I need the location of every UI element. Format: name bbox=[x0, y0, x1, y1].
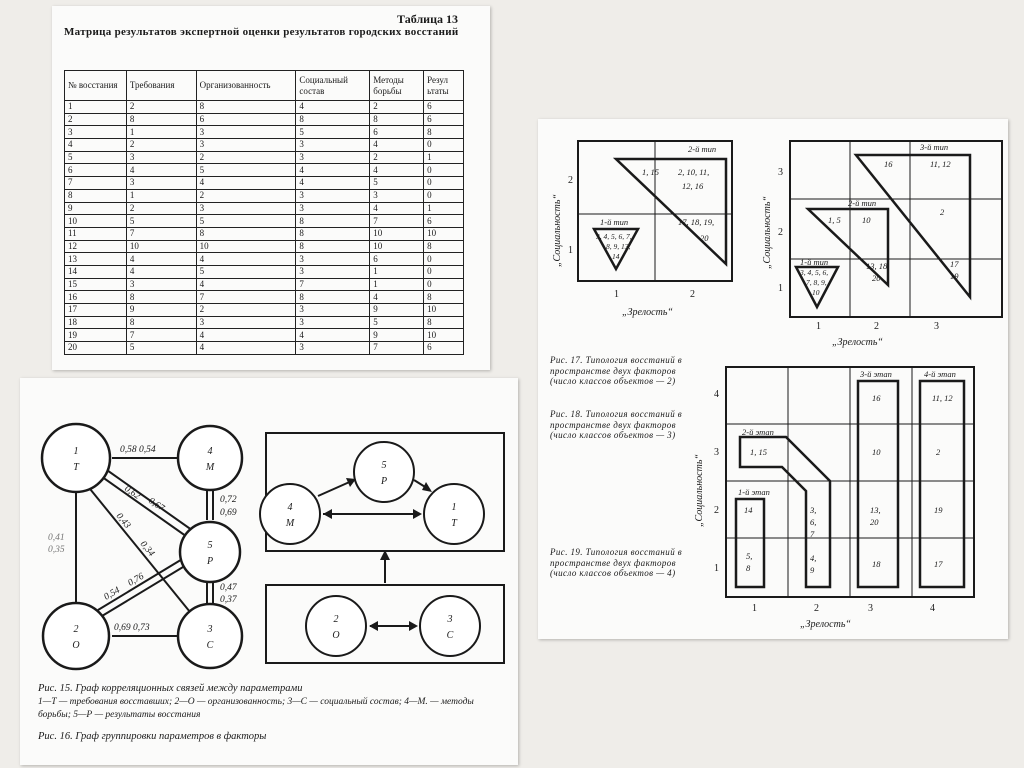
fig18-item: 2 bbox=[940, 207, 945, 217]
table-cell: 8 bbox=[370, 113, 424, 126]
table-cell: 1 bbox=[126, 189, 196, 202]
table-cell: 16 bbox=[65, 291, 127, 304]
factor-node-4 bbox=[260, 484, 320, 544]
table-cell: 20 bbox=[65, 342, 127, 355]
table-row bbox=[65, 139, 464, 152]
fig19-item: 9 bbox=[810, 565, 815, 575]
node-letter: С bbox=[206, 640, 214, 651]
factor-node-2 bbox=[306, 596, 366, 656]
node-letter: О bbox=[332, 630, 340, 641]
table-cell: 3 bbox=[126, 151, 196, 164]
table-cell: 3 bbox=[296, 139, 370, 152]
table-row bbox=[65, 304, 464, 317]
figure-19-caption: Рис. 19. Типология восстаний в пространстве двух факторов (число классов объектов — 4) bbox=[550, 547, 683, 578]
table-row bbox=[65, 189, 464, 202]
node-letter: М bbox=[285, 518, 295, 529]
node-letter: С bbox=[446, 630, 454, 641]
fig17-y-tick: 1 bbox=[568, 245, 573, 256]
table-cell: 1 bbox=[370, 265, 424, 278]
node-1-circle bbox=[42, 424, 110, 492]
table-cell: 8 bbox=[296, 113, 370, 126]
fig17-item: 17, 18, 19, bbox=[678, 217, 715, 227]
fig19-item: 14 bbox=[744, 505, 753, 515]
table-cell: 2 bbox=[126, 101, 196, 114]
table-cell: 9 bbox=[370, 304, 424, 317]
table-cell: 10 bbox=[370, 240, 424, 253]
table-cell: 8 bbox=[424, 126, 464, 139]
table-cell: 7 bbox=[126, 329, 196, 342]
fig18-item: 17 bbox=[950, 259, 959, 269]
table-cell: 5 bbox=[65, 151, 127, 164]
table-cell: 6 bbox=[424, 342, 464, 355]
node-letter: Р bbox=[380, 476, 388, 487]
factor-node-1 bbox=[424, 484, 484, 544]
fig19-item: 20 bbox=[870, 517, 879, 527]
fig17-item: 1, 15 bbox=[642, 167, 659, 177]
fig18-item: 11, 12 bbox=[930, 159, 951, 169]
table-cell: 4 bbox=[370, 139, 424, 152]
table-cell: 8 bbox=[196, 227, 296, 240]
node-number: 5 bbox=[207, 540, 213, 551]
node-letter: О bbox=[72, 640, 80, 651]
figure-18-caption: Рис. 18. Типология восстаний в пространстве двух факторов (число классов объектов — 3) bbox=[550, 409, 683, 440]
node-number: 4 bbox=[287, 502, 293, 513]
fig19-item: 1, 15 bbox=[750, 447, 767, 457]
table-row bbox=[65, 316, 464, 329]
edge-weight: 0,43 bbox=[113, 511, 133, 531]
fig18-item: 13, 18, bbox=[866, 261, 890, 271]
fig19-labels bbox=[694, 369, 956, 630]
fig19-x-tick: 4 bbox=[930, 603, 935, 614]
table-cell: 19 bbox=[65, 329, 127, 342]
table-cell: 4 bbox=[126, 164, 196, 177]
arrowhead-icon bbox=[409, 621, 418, 631]
fig18-type3-label: 3-й тип bbox=[920, 142, 949, 152]
fig18-type2-label: 2-й тип bbox=[848, 198, 877, 208]
table-row bbox=[65, 253, 464, 266]
table-cell: 13 bbox=[65, 253, 127, 266]
fig19-item: 13, bbox=[870, 505, 881, 515]
table-cell: 4 bbox=[370, 291, 424, 304]
table-cell: 10 bbox=[370, 227, 424, 240]
table-cell: 3 bbox=[296, 151, 370, 164]
edge-weight: 0,35 bbox=[48, 545, 65, 555]
table-row bbox=[65, 227, 464, 240]
node-number: 1 bbox=[73, 446, 79, 457]
table-cell: 4 bbox=[296, 177, 370, 190]
table-cell: 8 bbox=[424, 316, 464, 329]
table-cell: 3 bbox=[370, 189, 424, 202]
fig17-type1-label: 1-й тип bbox=[600, 217, 629, 227]
table-cell: 8 bbox=[296, 291, 370, 304]
col-header: Организованность bbox=[196, 71, 296, 101]
fig19-item: 2 bbox=[936, 447, 941, 457]
table-cell: 11 bbox=[65, 227, 127, 240]
table-cell: 0 bbox=[424, 253, 464, 266]
edge-weight: 0,69 0,73 bbox=[114, 623, 150, 633]
table-row bbox=[65, 202, 464, 215]
fig19-y-axis-label: „Социальность“ bbox=[694, 454, 705, 527]
table-cell: 8 bbox=[65, 189, 127, 202]
fig18-x-axis-label: „Зрелость“ bbox=[832, 337, 883, 348]
figure-15-legend: 1—Т — требования восставших; 2—О — организованность; 3—С — социальный состав; 4—М. — методы борьбы; 5—Р — результаты восстания bbox=[38, 697, 474, 720]
table-cell: 1 bbox=[370, 278, 424, 291]
table-row bbox=[65, 126, 464, 139]
node-number: 4 bbox=[207, 446, 213, 457]
fig18-x-tick: 3 bbox=[934, 321, 939, 332]
fig19-item: 3, bbox=[810, 505, 817, 515]
table-cell: 15 bbox=[65, 278, 127, 291]
edge-2-5-a bbox=[98, 558, 184, 610]
table-row bbox=[65, 215, 464, 228]
table-cell: 4 bbox=[196, 342, 296, 355]
edge-weight: 0,69 bbox=[220, 508, 237, 518]
table-cell: 18 bbox=[65, 316, 127, 329]
table-cell: 7 bbox=[65, 177, 127, 190]
table-row bbox=[65, 177, 464, 190]
table-cell: 8 bbox=[424, 291, 464, 304]
table-cell: 6 bbox=[424, 101, 464, 114]
fig17-item: 3, 4, 5, 6, 7, bbox=[596, 232, 632, 241]
fig19-item: 6, bbox=[810, 517, 817, 527]
node-number: 3 bbox=[207, 624, 213, 635]
table-row bbox=[65, 291, 464, 304]
table-cell: 10 bbox=[424, 304, 464, 317]
table-cell: 10 bbox=[65, 215, 127, 228]
edge-weight: 0,47 bbox=[220, 583, 237, 593]
table-cell: 3 bbox=[296, 342, 370, 355]
node-letter: Т bbox=[451, 518, 457, 529]
table-cell: 4 bbox=[65, 139, 127, 152]
arrowhead-icon bbox=[369, 621, 378, 631]
table-cell: 4 bbox=[196, 253, 296, 266]
fig19-x-axis-label: „Зрелость“ bbox=[800, 619, 851, 630]
table-row bbox=[65, 278, 464, 291]
fig19-item: 8 bbox=[746, 563, 751, 573]
col-header: Методы борьбы bbox=[370, 71, 424, 101]
fig18-item: 16 bbox=[884, 159, 893, 169]
table-cell: 1 bbox=[65, 101, 127, 114]
fig19-item: 19 bbox=[934, 505, 943, 515]
table-cell: 3 bbox=[196, 316, 296, 329]
edge-weight: 0,58 0,54 bbox=[120, 445, 156, 455]
table-row bbox=[65, 113, 464, 126]
table-cell: 7 bbox=[296, 278, 370, 291]
table-cell: 7 bbox=[196, 291, 296, 304]
table-row bbox=[65, 151, 464, 164]
fig19-stage2-region bbox=[740, 437, 830, 587]
table-row bbox=[65, 329, 464, 342]
node-4-circle bbox=[178, 426, 242, 490]
node-5-circle bbox=[180, 522, 240, 582]
table-cell: 14 bbox=[65, 265, 127, 278]
table-title: Матрица результатов экспертной оценки результатов городских восстаний bbox=[64, 26, 459, 38]
edge-weight: 0,54 bbox=[102, 585, 122, 603]
fig19-item: 10 bbox=[872, 447, 881, 457]
fig17-type2-region bbox=[616, 159, 726, 264]
table-cell: 6 bbox=[424, 113, 464, 126]
fig19-item: 11, 12 bbox=[932, 393, 953, 403]
node-3-circle bbox=[178, 604, 242, 668]
node-number: 2 bbox=[73, 624, 79, 635]
col-header: № восстания bbox=[65, 71, 127, 101]
fig17-item: 2, 10, 11, bbox=[678, 167, 710, 177]
table-cell: 0 bbox=[424, 278, 464, 291]
table-cell: 3 bbox=[126, 177, 196, 190]
table-cell: 5 bbox=[296, 126, 370, 139]
table-cell: 4 bbox=[196, 278, 296, 291]
fig19-stage1-label: 1-й этап bbox=[738, 487, 770, 497]
table-page bbox=[52, 6, 490, 370]
table-cell: 10 bbox=[196, 240, 296, 253]
fig19-stage4-region bbox=[920, 381, 964, 587]
table-cell: 17 bbox=[65, 304, 127, 317]
table-cell: 0 bbox=[424, 177, 464, 190]
table-cell: 3 bbox=[296, 253, 370, 266]
table-cell: 8 bbox=[126, 291, 196, 304]
fig19-y-tick: 1 bbox=[714, 563, 719, 574]
table-cell: 3 bbox=[196, 202, 296, 215]
arrowhead-icon bbox=[422, 482, 432, 492]
fig19-item: 4, bbox=[810, 553, 817, 563]
table-cell: 3 bbox=[296, 202, 370, 215]
table-cell: 5 bbox=[196, 215, 296, 228]
table-cell: 9 bbox=[126, 304, 196, 317]
table-cell: 2 bbox=[126, 202, 196, 215]
table-cell: 2 bbox=[196, 304, 296, 317]
edge-weight: 0,76 bbox=[126, 571, 146, 589]
fig19-item: 17 bbox=[934, 559, 943, 569]
table-cell: 5 bbox=[370, 177, 424, 190]
factor-node-3 bbox=[420, 596, 480, 656]
table-cell: 2 bbox=[196, 189, 296, 202]
table-cell: 0 bbox=[424, 265, 464, 278]
table-cell: 3 bbox=[196, 139, 296, 152]
edge-weight: 0,72 bbox=[220, 495, 237, 505]
fig19-stage3-label: 3-й этап bbox=[860, 369, 892, 379]
fig17-x-axis-label: „Зрелость“ bbox=[622, 307, 673, 318]
table-cell: 4 bbox=[196, 177, 296, 190]
fig19-x-tick: 1 bbox=[752, 603, 757, 614]
table-cell: 7 bbox=[370, 215, 424, 228]
fig19-stage2-label: 2-й этап bbox=[742, 427, 774, 437]
figure-17-caption: Рис. 17. Типология восстаний в пространстве двух факторов (число классов объектов — 2) bbox=[550, 355, 683, 386]
factor-node-5 bbox=[354, 442, 414, 502]
table-cell: 8 bbox=[296, 240, 370, 253]
edge-weight: 0,37 bbox=[220, 595, 237, 605]
table-cell: 4 bbox=[296, 101, 370, 114]
graph-page bbox=[20, 378, 518, 765]
table-body bbox=[65, 101, 464, 355]
fig18-item: 3, 4, 5, 6, bbox=[800, 268, 829, 277]
table-cell: 7 bbox=[126, 227, 196, 240]
table-cell: 1 bbox=[424, 202, 464, 215]
table-cell: 8 bbox=[296, 227, 370, 240]
fig18-item: 7, 8, 9, bbox=[806, 278, 827, 287]
fig18-x-tick: 2 bbox=[874, 321, 879, 332]
table-row bbox=[65, 164, 464, 177]
table-cell: 3 bbox=[296, 189, 370, 202]
table-row bbox=[65, 265, 464, 278]
fig18-y-tick: 2 bbox=[778, 227, 783, 238]
table-cell: 8 bbox=[126, 113, 196, 126]
table-row bbox=[65, 240, 464, 253]
fig18-item: 19 bbox=[950, 271, 959, 281]
fig17-item: 20 bbox=[700, 233, 709, 243]
fig18-y-tick: 1 bbox=[778, 283, 783, 294]
arrowhead-icon bbox=[413, 509, 422, 519]
table-cell: 9 bbox=[370, 329, 424, 342]
table-cell: 6 bbox=[370, 253, 424, 266]
table-cell: 4 bbox=[126, 253, 196, 266]
results-table bbox=[64, 70, 464, 355]
table-cell: 1 bbox=[126, 126, 196, 139]
table-header-row bbox=[65, 71, 464, 101]
table-cell: 8 bbox=[424, 240, 464, 253]
table-cell: 2 bbox=[370, 151, 424, 164]
table-cell: 9 bbox=[65, 202, 127, 215]
table-cell: 2 bbox=[65, 113, 127, 126]
figure-16-caption: Рис. 16. Граф группировки параметров в факторы bbox=[38, 731, 267, 742]
table-cell: 4 bbox=[296, 329, 370, 342]
fig18-y-tick: 3 bbox=[778, 167, 783, 178]
table-cell: 6 bbox=[65, 164, 127, 177]
table-row bbox=[65, 101, 464, 114]
table-cell: 2 bbox=[126, 139, 196, 152]
fig17-y-axis-label: „Социальность“ bbox=[552, 194, 563, 267]
fig17-y-tick: 2 bbox=[568, 175, 573, 186]
edge-weight: 0,62 bbox=[122, 484, 142, 502]
table-cell: 3 bbox=[196, 126, 296, 139]
figure-18 bbox=[790, 141, 1002, 317]
node-letter: Р bbox=[206, 556, 214, 567]
table-cell: 1 bbox=[424, 151, 464, 164]
table-cell: 6 bbox=[370, 126, 424, 139]
fig18-item: 1, 5 bbox=[828, 215, 841, 225]
node-number: 3 bbox=[447, 614, 453, 625]
table-cell: 6 bbox=[196, 113, 296, 126]
col-header: Требования bbox=[126, 71, 196, 101]
fig19-x-tick: 2 bbox=[814, 603, 819, 614]
node-2-circle bbox=[43, 603, 109, 669]
table-cell: 10 bbox=[424, 227, 464, 240]
table-cell: 0 bbox=[424, 189, 464, 202]
fig18-item: 10 bbox=[862, 215, 871, 225]
table-cell: 5 bbox=[196, 164, 296, 177]
node-number: 2 bbox=[333, 614, 339, 625]
typology-page bbox=[538, 119, 1008, 639]
edge-weight: 0,34 bbox=[137, 539, 157, 559]
table-cell: 2 bbox=[196, 151, 296, 164]
fig19-x-tick: 3 bbox=[868, 603, 873, 614]
fig17-type2-label: 2-й тип bbox=[688, 144, 717, 154]
table-cell: 8 bbox=[126, 316, 196, 329]
fig18-item: 20 bbox=[872, 273, 881, 283]
table-cell: 3 bbox=[65, 126, 127, 139]
table-cell: 8 bbox=[296, 215, 370, 228]
col-header: Резул ьтаты bbox=[424, 71, 464, 101]
fig17-item: 12, 16 bbox=[682, 181, 704, 191]
fig17-x-tick: 2 bbox=[690, 289, 695, 300]
table-cell: 12 bbox=[65, 240, 127, 253]
table-row bbox=[65, 342, 464, 355]
node-letter: Т bbox=[73, 462, 79, 473]
table-number: Таблица 13 bbox=[397, 12, 458, 26]
table-cell: 4 bbox=[196, 329, 296, 342]
fig19-item: 5, bbox=[746, 551, 753, 561]
fig19-item: 16 bbox=[872, 393, 881, 403]
table-cell: 4 bbox=[126, 265, 196, 278]
table-cell: 3 bbox=[296, 316, 370, 329]
table-cell: 10 bbox=[424, 329, 464, 342]
table-cell: 3 bbox=[296, 304, 370, 317]
fig19-y-tick: 3 bbox=[714, 447, 719, 458]
fig17-item: 14 bbox=[612, 252, 620, 261]
table-cell: 4 bbox=[296, 164, 370, 177]
fig18-y-axis-label: „Социальность“ bbox=[762, 196, 773, 269]
fig17-item: 8, 9, 13, bbox=[606, 242, 631, 251]
figure-15-caption: Рис. 15. Граф корреляционных связей между параметрами bbox=[38, 683, 303, 694]
table-cell: 5 bbox=[126, 215, 196, 228]
fig19-stage3-region bbox=[858, 381, 898, 587]
table-cell: 5 bbox=[196, 265, 296, 278]
table-cell: 3 bbox=[126, 278, 196, 291]
edge-weight: 0,41 bbox=[48, 533, 65, 543]
table-cell: 0 bbox=[424, 139, 464, 152]
fig18-type1-label: 1-й тип bbox=[800, 257, 829, 267]
table-cell: 0 bbox=[424, 164, 464, 177]
fig18-x-tick: 1 bbox=[816, 321, 821, 332]
figure-17 bbox=[578, 141, 732, 281]
fig19-item: 7 bbox=[810, 529, 815, 539]
fig19-item: 18 bbox=[872, 559, 881, 569]
table-cell: 6 bbox=[424, 215, 464, 228]
table-cell: 3 bbox=[296, 265, 370, 278]
table-cell: 5 bbox=[370, 316, 424, 329]
fig17-x-tick: 1 bbox=[614, 289, 619, 300]
node-number: 1 bbox=[451, 502, 457, 513]
fig19-y-tick: 2 bbox=[714, 505, 719, 516]
fig19-y-tick: 4 bbox=[714, 389, 719, 400]
fig19-stage4-label: 4-й этап bbox=[924, 369, 956, 379]
table-cell: 4 bbox=[370, 164, 424, 177]
table-cell: 5 bbox=[126, 342, 196, 355]
table-cell: 4 bbox=[370, 202, 424, 215]
table-cell: 7 bbox=[370, 342, 424, 355]
table-cell: 8 bbox=[196, 101, 296, 114]
col-header: Социальный состав bbox=[296, 71, 370, 101]
table-cell: 10 bbox=[126, 240, 196, 253]
node-letter: М bbox=[205, 462, 215, 473]
node-number: 5 bbox=[381, 460, 387, 471]
table-cell: 2 bbox=[370, 101, 424, 114]
edge-weight: 0,67 bbox=[146, 496, 166, 514]
fig18-item: 10 bbox=[812, 288, 820, 297]
arrowhead-icon bbox=[323, 509, 332, 519]
